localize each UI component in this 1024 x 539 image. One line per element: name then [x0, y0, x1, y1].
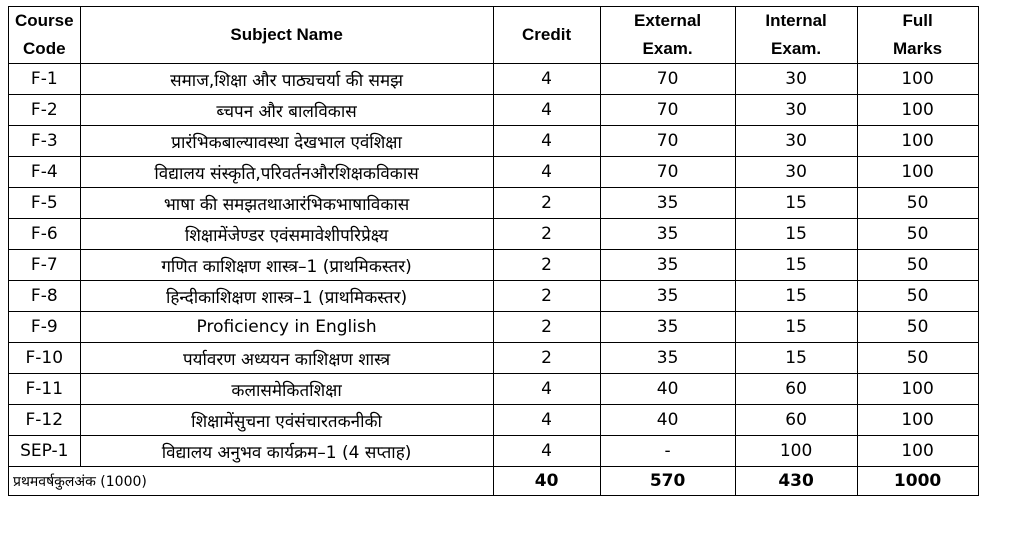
header-full-marks [857, 7, 978, 64]
external-cell: 40 [600, 374, 735, 405]
subject-name: समाज,शिक्षा और पाठ्यचर्या की समझ [80, 64, 493, 95]
full-marks-cell: 50 [857, 312, 978, 343]
header-code-line2: Code [23, 39, 66, 58]
total-external: 570 [600, 467, 735, 496]
external-cell: 70 [600, 95, 735, 126]
external-cell: 35 [600, 312, 735, 343]
full-marks-cell: 50 [857, 281, 978, 312]
internal-cell: 30 [735, 95, 857, 126]
header-external-exam [600, 7, 735, 64]
credit-cell: 4 [493, 95, 600, 126]
header-internal-line1: Internal [765, 11, 827, 30]
table-row [9, 157, 979, 188]
subject-name: विद्यालय संस्कृति,परिवर्तनऔरशिक्षकविकास [80, 157, 493, 188]
table-row [9, 95, 979, 126]
table-row [9, 374, 979, 405]
header-subject-name: Subject Name [80, 7, 493, 64]
internal-cell: 15 [735, 219, 857, 250]
credit-cell: 4 [493, 157, 600, 188]
header-row [9, 7, 979, 64]
course-code: F-2 [9, 95, 81, 126]
total-label: प्रथमवर्षकुलअंक (1000) [9, 467, 494, 496]
credit-cell: 4 [493, 436, 600, 467]
full-marks-cell: 100 [857, 95, 978, 126]
header-course-code [9, 7, 81, 64]
external-cell: 40 [600, 405, 735, 436]
subject-name: शिक्षामेंजेण्डर एवंसमावेशीपरिप्रेक्ष्य [80, 219, 493, 250]
external-cell: 70 [600, 157, 735, 188]
internal-cell: 15 [735, 250, 857, 281]
header-internal-exam [735, 7, 857, 64]
table-row [9, 219, 979, 250]
credit-cell: 2 [493, 250, 600, 281]
table-row [9, 281, 979, 312]
table-row [9, 64, 979, 95]
credit-cell: 4 [493, 64, 600, 95]
credit-cell: 4 [493, 374, 600, 405]
subject-name: ब्चपन और बालविकास [80, 95, 493, 126]
course-code: F-4 [9, 157, 81, 188]
external-cell: 35 [600, 188, 735, 219]
full-marks-cell: 50 [857, 343, 978, 374]
internal-cell: 15 [735, 188, 857, 219]
header-external-line1: External [634, 11, 702, 30]
header-internal-line2: Exam. [771, 39, 822, 58]
full-marks-cell: 100 [857, 405, 978, 436]
internal-cell: 15 [735, 281, 857, 312]
total-credit: 40 [493, 467, 600, 496]
external-cell: 35 [600, 219, 735, 250]
credit-cell: 2 [493, 343, 600, 374]
total-full-marks: 1000 [857, 467, 978, 496]
full-marks-cell: 50 [857, 219, 978, 250]
full-marks-cell: 50 [857, 250, 978, 281]
external-cell: 70 [600, 64, 735, 95]
table-row [9, 126, 979, 157]
table-row [9, 188, 979, 219]
full-marks-cell: 100 [857, 126, 978, 157]
subject-name: विद्यालय अनुभव कार्यक्रम–1 (4 सप्ताह) [80, 436, 493, 467]
header-credit: Credit [493, 7, 600, 64]
table-row [9, 405, 979, 436]
full-marks-cell: 100 [857, 436, 978, 467]
table-row [9, 343, 979, 374]
internal-cell: 60 [735, 374, 857, 405]
table-row [9, 250, 979, 281]
course-code: F-9 [9, 312, 81, 343]
subject-name: गणित काशिक्षण शास्त्र–1 (प्राथमिकस्तर) [80, 250, 493, 281]
subject-name: भाषा की समझतथाआरंभिकभाषाविकास [80, 188, 493, 219]
table-row [9, 436, 979, 467]
external-cell: 35 [600, 250, 735, 281]
full-marks-cell: 50 [857, 188, 978, 219]
subject-name: Proficiency in English [80, 312, 493, 343]
header-external-line2: Exam. [642, 39, 693, 58]
course-code: F-5 [9, 188, 81, 219]
course-code: F-10 [9, 343, 81, 374]
subject-name: शिक्षामेंसुचना एवंसंचारतकनीकी [80, 405, 493, 436]
subject-name: प्रारंभिकबाल्यावस्था देखभाल एवंशिक्षा [80, 126, 493, 157]
course-code: F-7 [9, 250, 81, 281]
subject-name: हिन्दीकाशिक्षण शास्त्र–1 (प्राथमिकस्तर) [80, 281, 493, 312]
course-code: F-3 [9, 126, 81, 157]
external-cell: 35 [600, 281, 735, 312]
total-row [9, 467, 979, 496]
internal-cell: 60 [735, 405, 857, 436]
full-marks-cell: 100 [857, 374, 978, 405]
course-code: F-11 [9, 374, 81, 405]
internal-cell: 30 [735, 126, 857, 157]
credit-cell: 2 [493, 188, 600, 219]
internal-cell: 100 [735, 436, 857, 467]
internal-cell: 30 [735, 64, 857, 95]
credit-cell: 2 [493, 312, 600, 343]
internal-cell: 30 [735, 157, 857, 188]
subject-name: कलासमेकितशिक्षा [80, 374, 493, 405]
external-cell: - [600, 436, 735, 467]
credit-cell: 2 [493, 281, 600, 312]
external-cell: 70 [600, 126, 735, 157]
marks-table [8, 6, 979, 496]
subject-name: पर्यावरण अध्ययन काशिक्षण शास्त्र [80, 343, 493, 374]
internal-cell: 15 [735, 343, 857, 374]
full-marks-cell: 100 [857, 64, 978, 95]
course-code: F-8 [9, 281, 81, 312]
header-full-line1: Full [902, 11, 933, 30]
credit-cell: 4 [493, 126, 600, 157]
course-code: SEP-1 [9, 436, 81, 467]
total-internal: 430 [735, 467, 857, 496]
full-marks-cell: 100 [857, 157, 978, 188]
credit-cell: 4 [493, 405, 600, 436]
course-code: F-1 [9, 64, 81, 95]
header-full-line2: Marks [893, 39, 943, 58]
external-cell: 35 [600, 343, 735, 374]
credit-cell: 2 [493, 219, 600, 250]
internal-cell: 15 [735, 312, 857, 343]
header-code-line1: Course [15, 11, 74, 30]
table-row [9, 312, 979, 343]
course-code: F-6 [9, 219, 81, 250]
course-code: F-12 [9, 405, 81, 436]
